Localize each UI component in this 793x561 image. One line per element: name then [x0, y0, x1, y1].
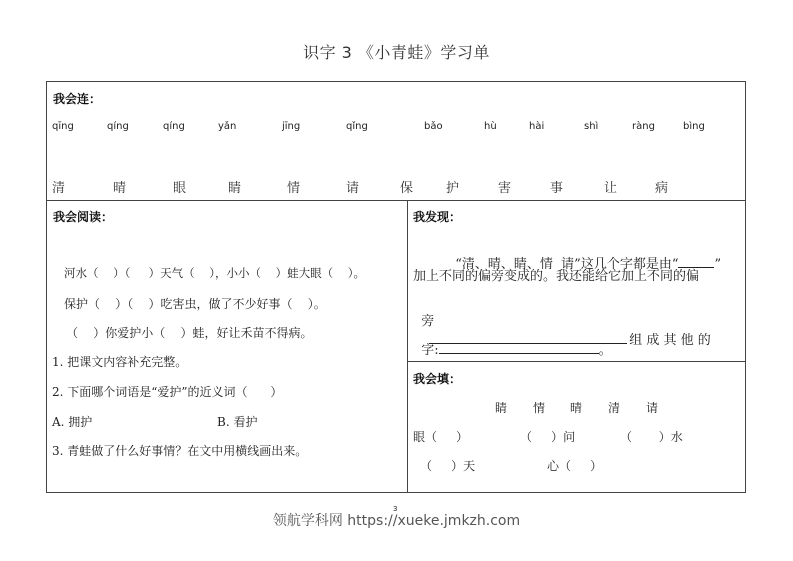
discover-line-2: 加上不同的偏旁变成的。我还能给它加上不同的偏 — [413, 269, 700, 284]
fill-heading: 我会填： — [413, 372, 462, 386]
discover-heading: 我发现： — [413, 210, 462, 224]
pinyin-item: jīng — [282, 121, 301, 132]
option-a: A. 拥护 — [52, 415, 93, 429]
divider-middle — [407, 200, 408, 493]
footer-watermark: 领航学科网 https://xueke.jmkzh.com — [272, 513, 521, 529]
divider-top — [46, 200, 746, 201]
pinyin-item: qīng — [52, 121, 74, 132]
word-bank-item: 晴 — [570, 401, 583, 415]
discover-line-4-text: 字: — [421, 343, 439, 358]
question-1: 1. 把课文内容补充完整。 — [52, 355, 188, 369]
passage-line: （ ）你爱护小（ ）蛙，好让禾苗不得病。 — [66, 326, 313, 340]
fill-item: （ ）问 — [520, 430, 576, 444]
fill-item: 心（ ） — [547, 459, 603, 473]
character-item: 护 — [446, 181, 460, 196]
character-item: 事 — [550, 181, 564, 196]
passage-line: 河水（ ）（ ）天气（ ），小小（ ）蛙大眼（ ）。 — [64, 266, 366, 280]
word-bank-item: 请 — [646, 401, 659, 415]
pinyin-item: qíng — [163, 121, 185, 132]
passage-line: 保护（ ）（ ）吃害虫，做了不少好事（ ）。 — [64, 297, 326, 311]
pinyin-item: qǐng — [346, 121, 368, 132]
divider-right — [407, 361, 746, 362]
fill-item: （ ）水 — [620, 430, 683, 444]
fill-item: （ ）天 — [420, 459, 476, 473]
discover-line-3-text: 旁 — [421, 314, 435, 329]
character-item: 清 — [52, 181, 66, 196]
pinyin-item: shì — [584, 121, 599, 132]
word-bank-item: 清 — [608, 401, 621, 415]
pinyin-item: qíng — [107, 121, 129, 132]
read-heading: 我会阅读： — [53, 210, 114, 224]
pinyin-item: hù — [484, 121, 497, 132]
character-item: 情 — [287, 181, 301, 196]
discover-line-1-end: ” — [714, 257, 722, 272]
character-item: 眼 — [173, 181, 187, 196]
word-bank-item: 情 — [533, 401, 546, 415]
page-number: 3 — [393, 505, 398, 513]
pinyin-item: yǎn — [218, 121, 237, 132]
page-title: 识字 3 《小青蛙》学习单 — [303, 43, 490, 62]
pinyin-item: bìng — [683, 121, 705, 132]
discover-line-4-end: 。 — [598, 343, 612, 358]
word-bank-item: 睛 — [495, 401, 508, 415]
pinyin-item: hài — [529, 121, 545, 132]
pinyin-item: ràng — [632, 121, 655, 132]
fill-item: 眼（ ） — [413, 430, 469, 444]
discover-line-4 — [413, 324, 612, 358]
connect-heading: 我会连： — [53, 92, 102, 106]
character-item: 害 — [498, 181, 512, 196]
blank-line[interactable] — [439, 341, 599, 354]
character-item: 睛 — [228, 181, 242, 196]
character-item: 保 — [400, 181, 414, 196]
discover-line-3-end: 组 成 其 他 的 — [629, 333, 711, 348]
discover-line-1-text: “清、晴、睛、情 请”这几个字都是由“ — [455, 257, 679, 272]
character-item: 让 — [604, 181, 618, 196]
option-b: B. 看护 — [217, 415, 258, 429]
question-3: 3. 青蛙做了什么好事情？在文中用横线画出来。 — [52, 444, 308, 458]
pinyin-item: bǎo — [424, 121, 443, 132]
character-item: 晴 — [113, 181, 127, 196]
character-item: 请 — [346, 181, 360, 196]
question-2: 2. 下面哪个词语是“爱护”的近义词（ ） — [52, 385, 283, 399]
character-item: 病 — [655, 181, 669, 196]
